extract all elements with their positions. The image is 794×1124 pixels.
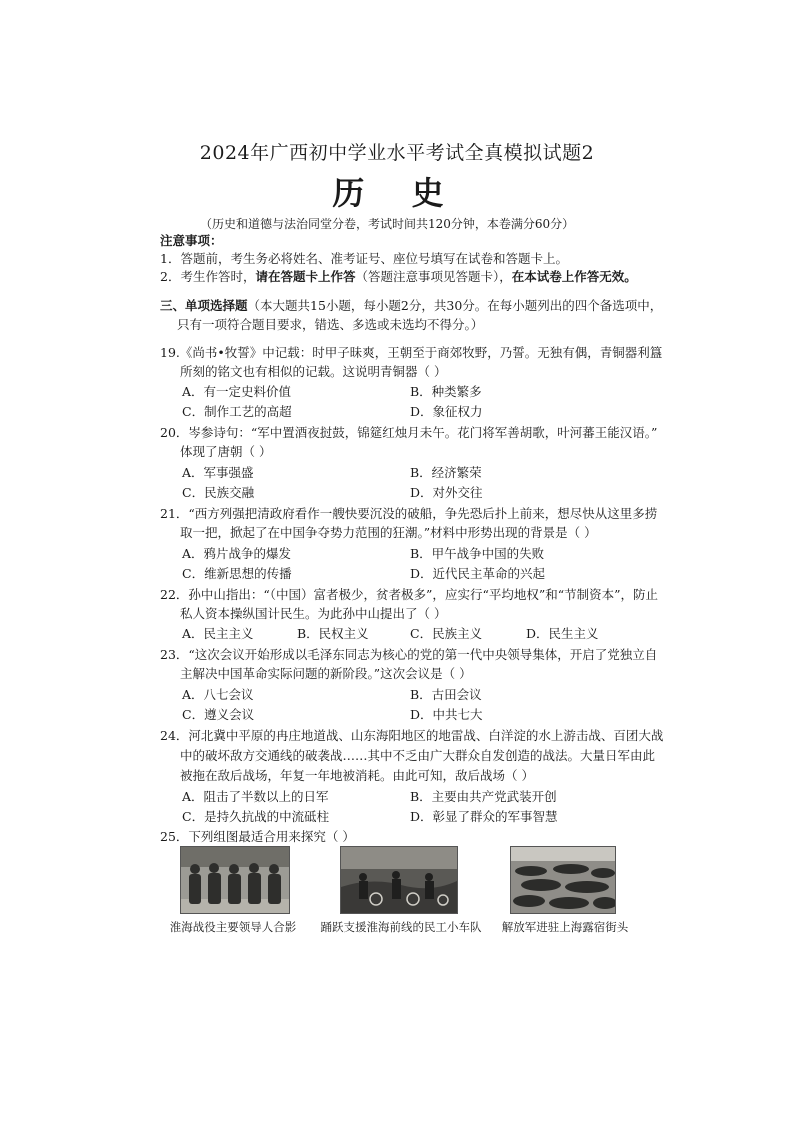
q19-line-1: 19.《尚书•牧誓》中记载：时甲子昧爽，王朝至于商郊牧野，乃誓。无独有偶，青铜器利簋 [160, 345, 663, 360]
notice-item-2-a: 2．考生作答时， [160, 269, 256, 284]
q24-line-1: 24．河北冀中平原的冉庄地道战、山东海阳地区的地雷战、白洋淀的水上游击战、百团大战 [160, 728, 664, 743]
q22-option-d: D．民生主义 [526, 626, 599, 641]
q20-option-b: B．经济繁荣 [410, 465, 482, 480]
q24-line-2: 中的破坏敌方交通线的破袭战……其中不乏由广大群众自发创造的战法。大量日军由此 [180, 748, 656, 763]
notice-item-2-b: 请在答题卡上作答 [255, 269, 356, 284]
q22-option-c: C．民族主义 [410, 626, 483, 641]
photo-cart-team-image [341, 847, 457, 913]
q23-line-2: 主解决中国革命实际问题的新阶段。”这次会议是（ ） [180, 666, 472, 681]
q23-option-a: A．八七会议 [182, 687, 254, 702]
q20-line-2: 体现了唐朝（ ） [180, 444, 272, 459]
q21-line-1: 21．“西方列强把清政府看作一艘快要沉没的破船，争先恐后扑上前来，想尽快从这里多捞 [160, 506, 658, 521]
caption-soldiers-street: 解放军进驻上海露宿街头 [501, 920, 629, 934]
subject-title: 历 史 [332, 174, 462, 212]
q22-line-2: 私人资本操纵国计民生。为此孙中山提出了（ ） [180, 606, 447, 621]
q20-line-1: 20．岑参诗句：“军中置酒夜挝鼓，锦筵红烛月未午。花门将军善胡歌，叶河蕃王能汉语。” [160, 425, 658, 440]
q23-option-d: D．中共七大 [410, 707, 483, 722]
section-desc-1: （本大题共15小题，每小题2分，共30分。在每小题列出的四个备选项中， [247, 298, 663, 313]
notice-item-2-c: （答题注意事项见答题卡）， [355, 269, 512, 284]
notice-item-1: 1．答题前，考生务必将姓名、准考证号、座位号填写在试卷和答题卡上。 [160, 251, 568, 266]
exam-info: （历史和道德与法治同堂分卷，考试时间共120分钟，本卷满分60分） [200, 217, 575, 231]
caption-cart-team: 踊跃支援淮海前线的民工小车队 [320, 920, 482, 934]
q19-option-c: C．制作工艺的高超 [182, 404, 292, 419]
q20-option-d: D．对外交往 [410, 485, 483, 500]
q21-option-d: D．近代民主革命的兴起 [410, 566, 546, 581]
q20-option-a: A．军事强盛 [182, 465, 254, 480]
q23-option-c: C．遵义会议 [182, 707, 255, 722]
q21-option-c: C．维新思想的传播 [182, 566, 292, 581]
q24-option-a: A．阻击了半数以上的日军 [182, 789, 329, 804]
q22-line-1: 22．孙中山指出：“（中国）富者极少，贫者极多”，应实行“平均地权”和“节制资本”，防止 [160, 587, 658, 602]
notice-item-2-d: 在本试卷上作答无效。 [511, 269, 637, 284]
q23-line-1: 23．“这次会议开始形成以毛泽东同志为核心的党的第一代中央领导集体，开启了党独立自 [160, 647, 658, 662]
photo-soldiers-street [510, 846, 616, 914]
section-desc-2: 只有一项符合题目要求，错选、多选或未选均不得分。） [177, 317, 484, 332]
q21-option-b: B．甲午战争中国的失败 [410, 546, 545, 561]
q24-option-d: D．彰显了群众的军事智慧 [410, 809, 558, 824]
exam-title: 2024年广西初中学业水平考试全真模拟试题2 [199, 142, 595, 164]
q25-line-1: 25．下列组图最适合用来探究（ ） [160, 829, 355, 844]
q19-option-a: A．有一定史料价值 [182, 384, 292, 399]
notice-item-2 [160, 269, 637, 285]
q20-option-c: C．民族交融 [182, 485, 255, 500]
caption-leaders-group: 淮海战役主要领导人合影 [169, 920, 297, 934]
q22-option-b: B．民权主义 [297, 626, 369, 641]
section-label: 三、单项选择题 [160, 298, 248, 313]
q23-option-b: B．古田会议 [410, 687, 482, 702]
q22-option-a: A．民主主义 [182, 626, 254, 641]
q24-option-c: C．是持久抗战的中流砥柱 [182, 809, 330, 824]
photo-leaders-group-image [181, 847, 289, 913]
q19-option-b: B．种类繁多 [410, 384, 482, 399]
q24-option-b: B．主要由共产党武装开创 [410, 789, 557, 804]
photo-soldiers-street-image [511, 847, 615, 913]
photo-cart-team [340, 846, 458, 914]
q19-line-2: 所刻的铭文也有相似的记载。这说明青铜器（ ） [180, 364, 447, 379]
q21-line-2: 取一把，掀起了在中国争夺势力范围的狂潮。”材料中形势出现的背景是（ ） [180, 525, 597, 540]
q21-option-a: A．鸦片战争的爆发 [182, 546, 292, 561]
q24-line-3: 被拖在敌后战场，年复一年地被消耗。由此可知，敌后战场（ ） [180, 768, 534, 783]
section-heading [160, 298, 662, 314]
q19-option-d: D．象征权力 [410, 404, 483, 419]
photo-leaders-group [180, 846, 290, 914]
notice-heading: 注意事项： [160, 233, 223, 248]
